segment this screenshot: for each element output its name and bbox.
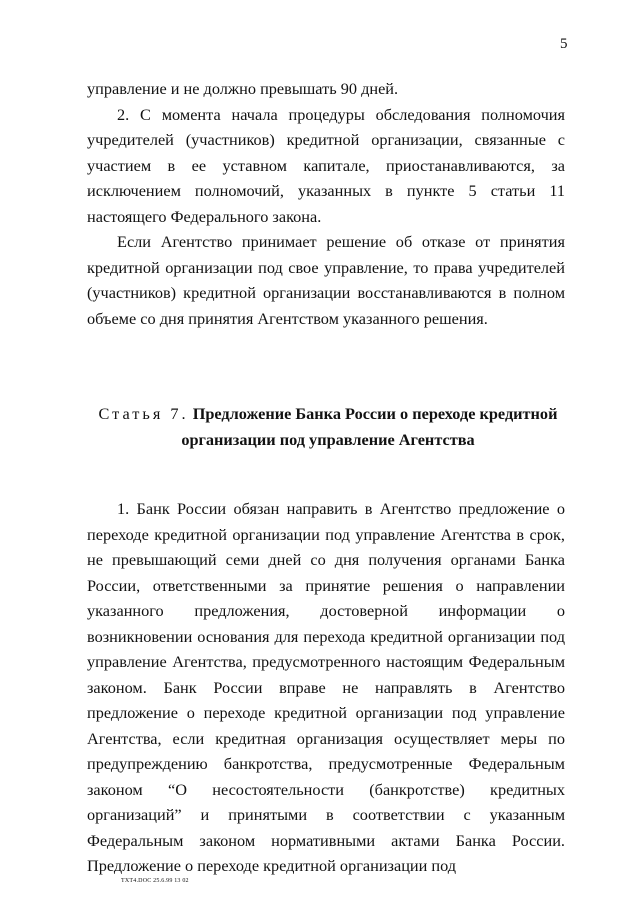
paragraph-continuation: управление и не должно превышать 90 дней.: [87, 79, 399, 98]
article-prefix: Статья 7.: [98, 404, 189, 423]
paragraph-clause-2: 2. С момента начала процедуры обследования полномочия учредителей (участников) кредитной организации, связанные с участием в ее уставном капитале, приостанавливаются, за исключением полномочий, указанных в пункте 5 статьи 11 настоящего Федерального закона.: [87, 104, 565, 226]
paragraph-clause-1: 1. Банк России обязан направить в Агентство предложение о переходе кредитной организации под управление Агентства в срок, не превышающий семи дней со дня получения органами Банка России, ответственными за принятие решения о направлении указанного предложения, достоверной информации о возникновении основания для перехода кредитной организации под управление Агентства, предусмотренного настоящим Федеральным законом. Банк России вправе не направлять в Агентство предложение о переходе кредитной организации под управление Агентства, если кредитная организация осуществляет меры по предупреждению банкротства, предусмотренные Федеральным законом “О несостоятельности (банкротстве) кредитных организаций” и принятыми в соответствии с указанным Федеральным законом нормативными актами Банка России. Предложение о переходе кредитной организации под: [87, 499, 565, 875]
article-heading: [87, 401, 565, 453]
document-body: [87, 76, 565, 879]
article-title: Предложение Банка России о переходе кредитной организации под управление Агентства: [181, 404, 558, 449]
file-footer: TXT4.DOC 25.6.99 13 02: [121, 878, 189, 884]
paragraph-agency-refusal: Если Агентство принимает решение об отказе от принятия кредитной организации под свое управление, то права учредителей (участников) кредитной организации восстанавливаются в полном объеме со дня принятия Агентством указанного решения.: [87, 232, 565, 328]
page-number: 5: [560, 36, 568, 52]
